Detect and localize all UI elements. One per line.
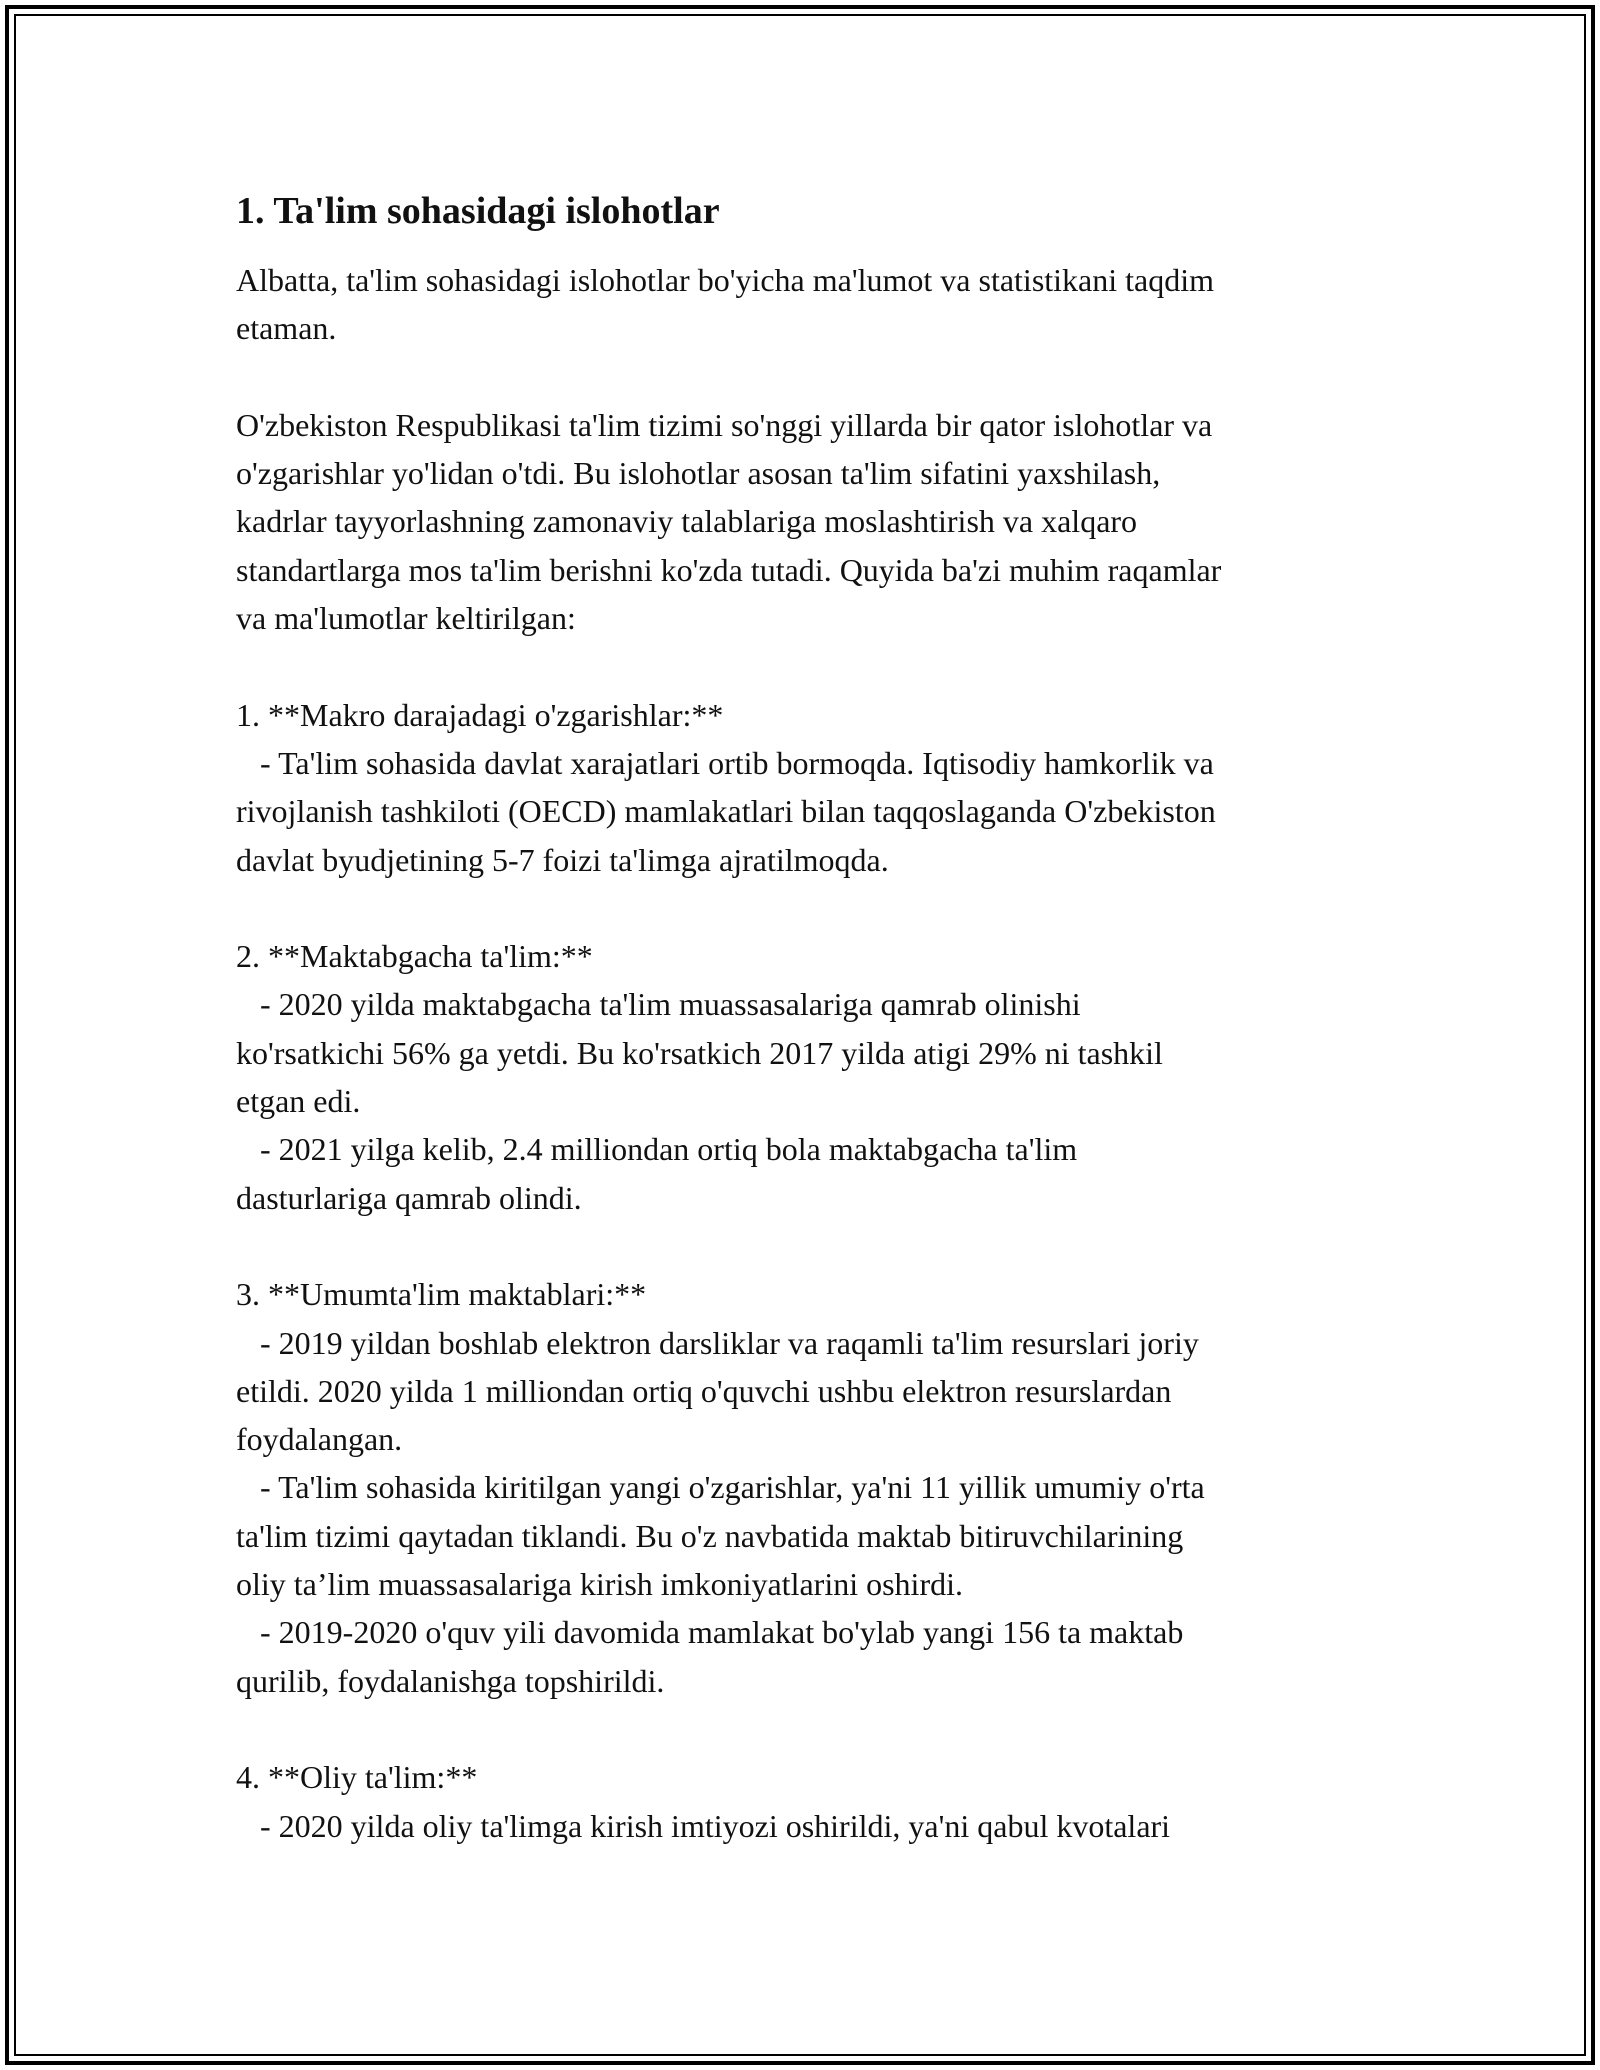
document-content	[236, 186, 1376, 1850]
document-body: Albatta, ta'lim sohasidagi islohotlar bo'yicha ma'lumot va statistikani taqdim etaman. O'zbekiston Respublikasi ta'lim tizimi so'nggi yillarda bir qator islohotlar va o'zgarishlar yo'lidan o'tdi. Bu islohotlar asosan ta'lim sifatini yaxshilash, kadrlar tayyorlashning zamonaviy talablariga moslashtirish va xalqaro standartlarga mos ta'lim berishni ko'zda tutadi. Quyida ba'zi muhim raqamlar va ma'lumotlar keltirilgan: 1. **Makro darajadagi o'zgarishlar:** - Ta'lim sohasida davlat xarajatlari ortib bormoqda. Iqtisodiy hamkorlik va rivojlanish tashkiloti (OECD) mamlakatlari bilan taqqoslaganda O'zbekiston davlat byudjetining 5-7 foizi ta'limga ajratilmoqda. 2. **Maktabgacha ta'lim:** - 2020 yilda maktabgacha ta'lim muassasalariga qamrab olinishi ko'rsatkichi 56% ga yetdi. Bu ko'rsatkich 2017 yilda atigi 29% ni tashkil etgan edi. - 2021 yilga kelib, 2.4 milliondan ortiq bola maktabgacha ta'lim dasturlariga qamrab olindi. 3. **Umumta'lim maktablari:** - 2019 yildan boshlab elektron darsliklar va raqamli ta'lim resurslari joriy etildi. 2020 yilda 1 milliondan ortiq o'quvchi ushbu elektron resurslardan foydalangan. - Ta'lim sohasida kiritilgan yangi o'zgarishlar, ya'ni 11 yillik umumiy o'rta ta'lim tizimi qaytadan tiklandi. Bu o'z navbatida maktab bitiruvchilarining oliy ta’lim muassasalariga kirish imkoniyatlarini oshirdi. - 2019-2020 o'quv yili davomida mamlakat bo'ylab yangi 156 ta maktab qurilib, foydalanishga topshirildi. 4. **Oliy ta'lim:** - 2020 yilda oliy ta'limga kirish imtiyozi oshirildi, ya'ni qabul kvotalari	[236, 262, 1222, 1844]
document-title: 1. Ta'lim sohasidagi islohotlar	[236, 190, 720, 232]
